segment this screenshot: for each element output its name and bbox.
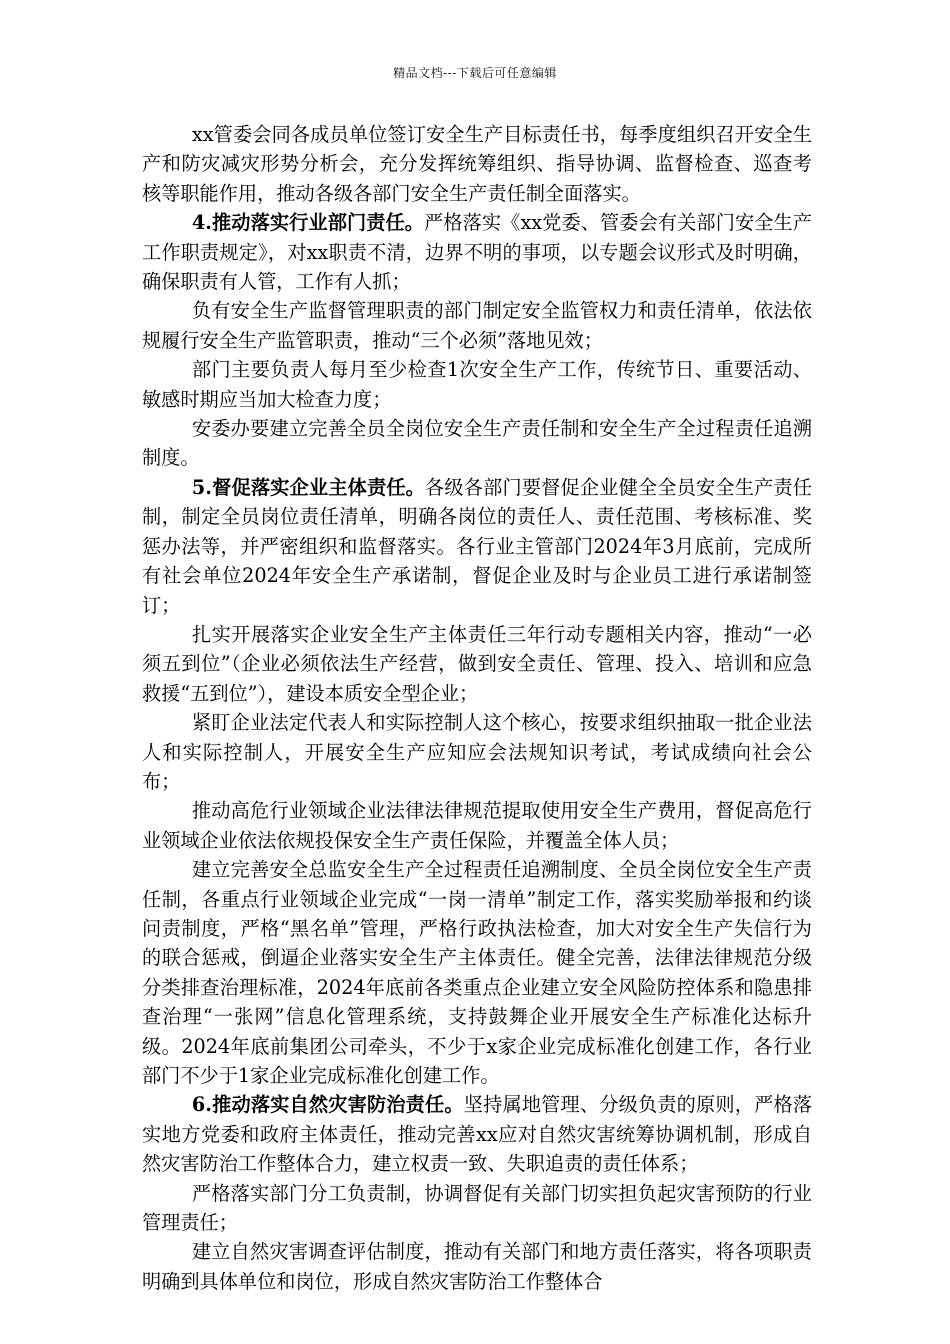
document-body — [142, 120, 812, 1296]
section-heading: 6.推动落实自然灾害防治责任。 — [191, 1093, 464, 1117]
paragraph: 安委办要建立完善全员全岗位安全生产责任制和安全生产全过程责任追溯制度。 — [142, 417, 812, 470]
section-heading: 4.推动落实行业部门责任。 — [191, 211, 425, 235]
paragraph: 部门主要负责人每月至少检查1次安全生产工作，传统节日、重要活动、敏感时期应当加大检查力度； — [142, 358, 812, 411]
paragraph: 紧盯企业法定代表人和实际控制人这个核心，按要求组织抽取一批企业法人和实际控制人，开展安全生产应知应会法规知识考试，考试成绩向社会公布； — [142, 711, 812, 793]
paragraph: 建立自然灾害调查评估制度，推动有关部门和地方责任落实，将各项职责明确到具体单位和岗位，形成自然灾害防治工作整体合 — [142, 1240, 812, 1293]
paragraph: xx管委会同各成员单位签订安全生产目标责任书，每季度组织召开安全生产和防灾减灾形势分析会，充分发挥统筹组织、指导协调、监督检查、巡查考核等职能作用，推动各级各部门安全生产责任制全面落实。 — [142, 123, 812, 205]
paragraph: 负有安全生产监督管理职责的部门制定安全监管权力和责任清单，依法依规履行安全生产监管职责，推动“三个必须”落地见效； — [142, 299, 812, 352]
paragraph: 6.推动落实自然灾害防治责任。坚持属地管理、分级负责的原则，严格落实地方党委和政府主体责任，推动完善xx应对自然灾害统筹协调机制，形成自然灾害防治工作整体合力，建立权责一致、失职追责的责任体系； — [142, 1093, 813, 1176]
paragraph: 推动高危行业领域企业法律法律规范提取使用安全生产费用，督促高危行业领域企业依法依规投保安全生产责任保险，并覆盖全体人员； — [142, 799, 812, 852]
page-header: 精品文档---下载后可任意编辑 — [393, 66, 557, 80]
paragraph: 5.督促落实企业主体责任。各级各部门要督促企业健全全员安全生产责任制，制定全员岗位责任清单，明确各岗位的责任人、责任范围、考核标准、奖惩办法等，并严密组织和监督落实。各行业主管部门2024年3月底前，完成所有社会单位2024年安全生产承诺制，督促企业及时与企业员工进行承诺制签订； — [142, 475, 812, 617]
section-heading: 5.督促落实企业主体责任。 — [191, 475, 426, 499]
paragraph: 严格落实部门分工负责制，协调督促有关部门切实担负起灾害预防的行业管理责任； — [142, 1181, 812, 1235]
paragraph: 4.推动落实行业部门责任。严格落实《xx党委、管委会有关部门安全生产工作职责规定》，对xx职责不清，边界不明的事项，以专题会议形式及时明确，确保职责有人管，工作有人抓； — [142, 211, 812, 294]
paragraph: 建立完善安全总监安全生产全过程责任追溯制度、全员全岗位安全生产责任制，各重点行业领域企业完成“一岗一清单”制定工作，落实奖励举报和约谈问责制度，严格“黑名单”管理，严格行政执法检查，加大对安全生产失信行为的联合惩戒，倒逼企业落实安全生产主体责任。健全完善，法律法律规范分级分类排查治理标准，2024年底前各类重点企业建立安全风险防控体系和隐患排查治理“一张网”信息化管理系统，支持鼓舞企业开展安全生产标准化达标升级。2024年底前集团公司牵头，不少于x家企业完成标准化创建工作，各行业部门不少于1家企业完成标准化创建工作。 — [142, 858, 812, 1087]
paragraph: 扎实开展落实企业安全生产主体责任三年行动专题相关内容，推动“一必须五到位”（企业必须依法生产经营，做到安全责任、管理、投入、培训和应急救援“五到位”），建设本质安全型企业； — [142, 622, 812, 705]
